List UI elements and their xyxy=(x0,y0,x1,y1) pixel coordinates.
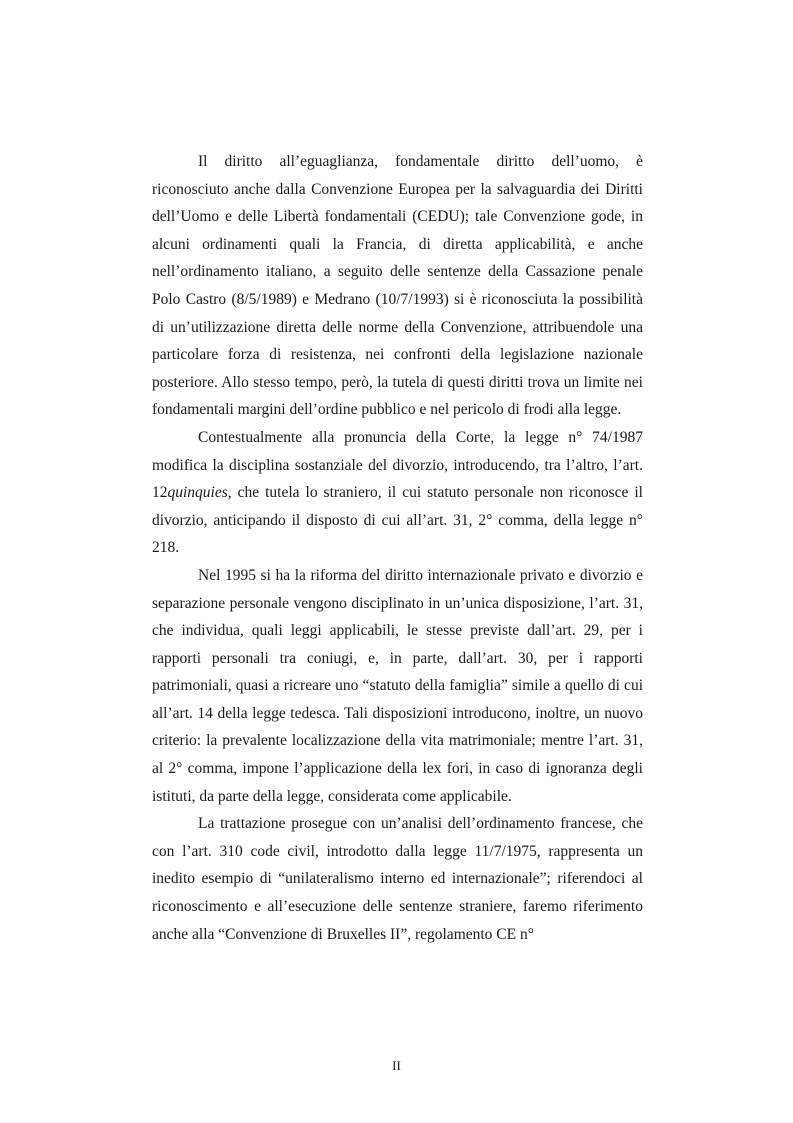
body-text xyxy=(152,148,643,948)
paragraph-3-text: Nel 1995 si ha la riforma del diritto internazionale privato e divorzio e separazione personale vengono disciplinato in un’unica disposizione, l’art. 31, che individua, quali leggi applicabili, le stesse previste dall’art. 29, per i rapporti personali tra coniugi, e, in parte, dall’art. 30, per i rapporti patrimoniali, quasi a ricreare uno “statuto della famiglia” simile a quello di cui all’art. 14 della legge tedesca. Tali disposizioni introducono, inoltre, un nuovo criterio: la prevalente localizzazione della vita matrimoniale; mentre l’art. 31, al 2° comma, impone l’applicazione della lex fori, in caso di ignoranza degli istituti, da parte della legge, considerata come applicabile. xyxy=(152,566,643,805)
page-number: II xyxy=(392,1058,401,1073)
paragraph-4 xyxy=(152,810,643,948)
paragraph-1 xyxy=(152,148,643,424)
paragraph-1-text: Il diritto all’eguaglianza, fondamentale diritto dell’uomo, è riconosciuto anche dalla Convenzione Europea per la salvaguardia dei Diritti dell’Uomo e delle Libertà fondamentali (CEDU); tale Convenzione gode, in alcuni ordinamenti quali la Francia, di diretta applicabilità, e anche nell’ordinamento italiano, a seguito delle sentenze della Cassazione penale Polo Castro (8/5/1989) e Medrano (10/7/1993) si è riconosciuta la possibilità di un’utilizzazione diretta delle norme della Convenzione, attribuendole una particolare forza di resistenza, nei confronti della legislazione nazionale posteriore. Allo stesso tempo, però, la tutela di questi diritti trova un limite nei fondamentali margini dell’ordine pubblico e nel pericolo di frodi alla legge. xyxy=(152,153,643,419)
paragraph-2-text-a: Contestualmente alla pronuncia della Corte, la legge n° 74/1987 modifica la disciplina sostanziale del divorzio, introducendo, tra l’altro, l’art. 12 xyxy=(152,428,643,502)
paragraph-4-text: La trattazione prosegue con un’analisi dell’ordinamento francese, che con l’art. 310 code civil, introdotto dalla legge 11/7/1975, rappresenta un inedito esempio di “unilateralismo interno ed internazionale”; riferendoci al riconoscimento e all’esecuzione delle sentenze straniere, faremo riferimento anche alla “Convenzione di Bruxelles II”, regolamento CE n° xyxy=(152,815,643,943)
paragraph-3 xyxy=(152,562,643,810)
paragraph-2-italic-term: quinquies xyxy=(167,484,228,502)
paragraph-2-text-b: , che tutela lo straniero, il cui statuto personale non riconosce il divorzio, anticipando il disposto di cui all’art. 31, 2° comma, della legge n° 218. xyxy=(152,484,643,557)
paragraph-2 xyxy=(152,424,643,562)
